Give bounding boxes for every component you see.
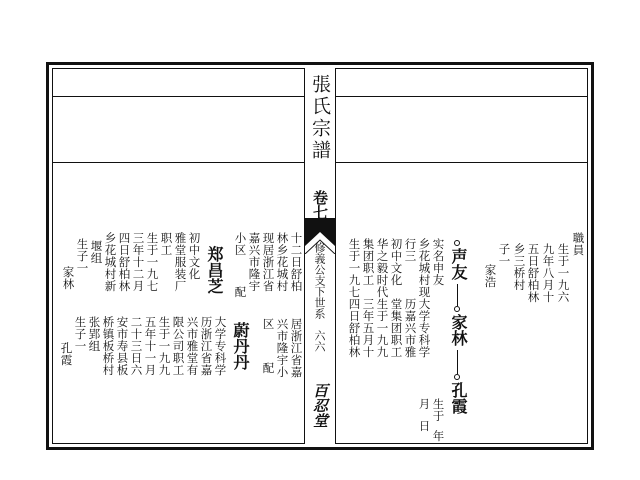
- generation-line-top-right: [336, 96, 587, 97]
- shengyou-bio-8: 乡花城村现: [417, 238, 432, 298]
- top-person-line-5: 乡三桥村: [512, 243, 527, 291]
- lineage-node-shengyou: [454, 240, 460, 246]
- top-person-line-7: 家浩: [483, 264, 498, 288]
- name-jialin: 家林: [449, 314, 468, 346]
- name-shengyou: 声友: [449, 248, 468, 280]
- wei-bio-10: 五年十一月: [143, 316, 158, 376]
- branch-subtitle: 修義公支下世系: [313, 242, 326, 319]
- wei-bio-14: 张郢组: [87, 316, 102, 352]
- zheng-bio-10: 生于一九七: [145, 232, 160, 292]
- zheng-bio-14: 堰组: [89, 240, 104, 264]
- wei-bio-12: 安市寿县板: [115, 316, 130, 376]
- lineage-connector-2: [457, 350, 458, 374]
- generation-line-top-left: [53, 96, 304, 97]
- wei-bio-5: 大学专科学: [213, 316, 228, 376]
- name-zhengchangzhi: 郑昌芝: [205, 246, 224, 294]
- shengyou-bio-5: 生于一九九: [375, 298, 390, 358]
- zheng-bio-7: 初中文化: [187, 232, 202, 280]
- shengyou-bio-3: 历嘉兴市雅: [403, 298, 418, 358]
- top-person-line-2: 生于一九六: [556, 243, 571, 303]
- wei-bio-4: 配: [261, 362, 276, 374]
- shengyou-bio-4: 堂集团职工: [389, 298, 404, 358]
- shengyou-bio-7: 四日舒柏林: [347, 298, 362, 358]
- shengyou-bio-11: 华之毅时代: [375, 238, 390, 298]
- kongxia-bio-2: 年: [431, 430, 446, 442]
- zheng-bio-15: 生子一: [75, 238, 90, 274]
- shengyou-bio-1: 实名申友: [431, 238, 446, 286]
- zheng-bio-13: 乡花城村新: [103, 232, 118, 292]
- kongxia-bio-1: 生于: [431, 398, 446, 422]
- top-person-line-1: 職員: [571, 232, 586, 256]
- wei-bio-11: 二十三日六: [129, 316, 144, 376]
- shengyou-bio-13: 生于一九七: [347, 238, 362, 298]
- top-person-line-3: 九年八月十: [541, 243, 556, 303]
- wei-bio-2: 兴市隆宇小: [275, 318, 290, 378]
- book-spine: [304, 68, 336, 444]
- zheng-bio-3: 嘉兴市隆宇: [247, 232, 262, 292]
- zheng-bio-12: 四日舒柏林: [117, 232, 132, 292]
- zheng-bio-2: 林乡花城村: [275, 232, 290, 292]
- wei-bio-9: 生于一九九: [157, 316, 172, 376]
- name-kongxia: 孔霞: [449, 382, 468, 414]
- zheng-bio-5: 小区: [233, 232, 248, 256]
- wei-bio-8: 限公司职工: [171, 316, 186, 376]
- hall-name: 百忍堂: [311, 383, 329, 428]
- shengyou-bio-2: 大学专科学: [417, 298, 432, 358]
- zheng-bio-4: 现居浙江省: [261, 232, 276, 292]
- wei-bio-15: 生子一: [73, 316, 88, 352]
- kongxia-bio-4: 日: [417, 420, 432, 432]
- kongxia-bio-3: 月: [417, 398, 432, 410]
- lineage-node-jialin: [454, 306, 460, 312]
- lineage-node-kongxia: [454, 374, 460, 380]
- page-number: 六六: [313, 330, 326, 352]
- shengyou-bio-10: 初中文化: [389, 238, 404, 286]
- zheng-bio-9: 职工: [159, 232, 174, 256]
- top-person-line-6: 子一: [497, 243, 512, 267]
- shengyou-bio-6: 三年五月十: [361, 298, 376, 358]
- wei-bio-6: 历浙江省嘉: [199, 316, 214, 376]
- top-person-line-4: 五日舒柏林: [526, 243, 541, 303]
- wei-bio-13: 桥镇板桥村: [101, 316, 116, 376]
- zheng-bio-6: 配: [233, 286, 248, 298]
- wei-bio-3: 区: [261, 318, 276, 330]
- lineage-connector-1: [457, 284, 458, 306]
- zheng-bio-11: 三年十二月: [131, 232, 146, 292]
- shengyou-bio-9: 行三: [403, 238, 418, 262]
- zheng-bio-1: 十二日舒柏: [289, 232, 304, 292]
- genealogy-title: 張氏宗譜: [309, 74, 331, 162]
- generation-line-mid-right: [336, 162, 587, 163]
- zheng-bio-8: 雅堂服装厂: [173, 232, 188, 292]
- generation-line-mid-left: [53, 162, 304, 163]
- shengyou-bio-12: 集团职工: [361, 238, 376, 286]
- wei-bio-1: 居浙江省嘉: [289, 318, 304, 378]
- volume-label: 卷七: [311, 190, 329, 220]
- name-weidandan: 蔚丹丹: [231, 322, 250, 370]
- wei-bio-16: 孔霞: [59, 342, 74, 366]
- zheng-bio-16: 家林: [61, 266, 76, 290]
- wei-bio-7: 兴市雅堂有: [185, 316, 200, 376]
